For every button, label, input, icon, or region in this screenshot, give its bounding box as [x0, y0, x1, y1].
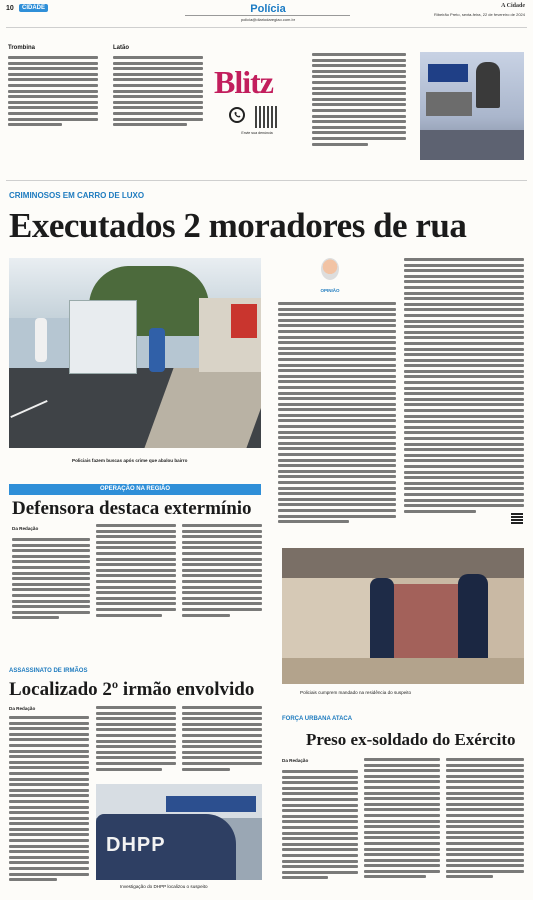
blitz-col2-title: Latão [113, 45, 130, 51]
page-number: 10 [6, 5, 14, 12]
preso-byline: Da Redação [282, 758, 309, 763]
blitz-logo-note: Envie sua denúncia [241, 131, 273, 135]
date-line: Ribeirão Preto, sexta-feira, 22 de fevereiro de 2024 [434, 12, 525, 17]
whatsapp-icon [229, 107, 245, 123]
section-badge: CIDADE [19, 4, 48, 12]
publication-name: A Cidade [501, 3, 525, 9]
localizado-text-col1 [9, 716, 89, 884]
defensora-text-col1 [12, 538, 90, 622]
blitz-photo [420, 52, 524, 160]
main-photo [9, 258, 261, 448]
localizado-byline: Da Redação [9, 706, 36, 711]
blitz-col2-text [113, 56, 203, 129]
preso-text-col3 [446, 758, 524, 881]
preso-photo [282, 548, 524, 684]
blitz-logo: Blitz [214, 64, 273, 100]
defensora-text-col3 [182, 524, 262, 619]
preso-headline: Preso ex-soldado do Exército [306, 730, 516, 749]
localizado-headline: Localizado 2º irmão envolvido [9, 679, 255, 700]
columnist-avatar [321, 258, 339, 280]
qr-code-icon [255, 106, 277, 128]
localizado-photo-caption: Investigação do DHPP localizou o suspeito [120, 884, 208, 889]
main-qr-icon [511, 512, 523, 524]
localizado-text-col2 [96, 706, 176, 773]
preso-photo-caption: Policiais cumprem mandado na residência do suspeito [300, 690, 412, 695]
localizado-text-col3 [182, 706, 262, 773]
preso-text-col1 [282, 770, 358, 882]
main-photo-caption: Policiais fazem buscas após crime que abalou bairro [72, 458, 188, 463]
preso-text-col2 [364, 758, 440, 881]
main-text-col2 [278, 302, 396, 526]
dhpp-photo [96, 784, 262, 880]
localizado-kicker: ASSASSINATO DE IRMÃOS [9, 668, 88, 674]
defensora-text-col2 [96, 524, 176, 619]
main-text-col3 [404, 258, 524, 515]
dhpp-sign: DHPP [106, 834, 166, 856]
header-rule [185, 15, 350, 16]
defensora-headline: Defensora destaca extermínio [12, 498, 252, 519]
header-bottom-rule [6, 27, 527, 28]
blitz-col1-text [8, 56, 98, 129]
section-subtitle: policia@diariodaregiao.com.br [240, 17, 296, 22]
defensora-byline: Da Redação [12, 526, 39, 531]
section-title: Polícia [250, 3, 286, 15]
preso-kicker: FORÇA URBANA ATACA [282, 716, 353, 722]
columnist-label: OPINIÃO [320, 288, 340, 293]
blitz-bottom-rule [6, 180, 527, 181]
defensora-bar: OPERAÇÃO NA REGIÃO [9, 484, 261, 495]
main-headline: Executados 2 moradores de rua [9, 206, 467, 245]
main-kicker: CRIMINOSOS EM CARRO DE LUXO [9, 191, 145, 200]
blitz-col1-title: Trombina [8, 45, 36, 51]
blitz-col3-text [312, 53, 406, 148]
